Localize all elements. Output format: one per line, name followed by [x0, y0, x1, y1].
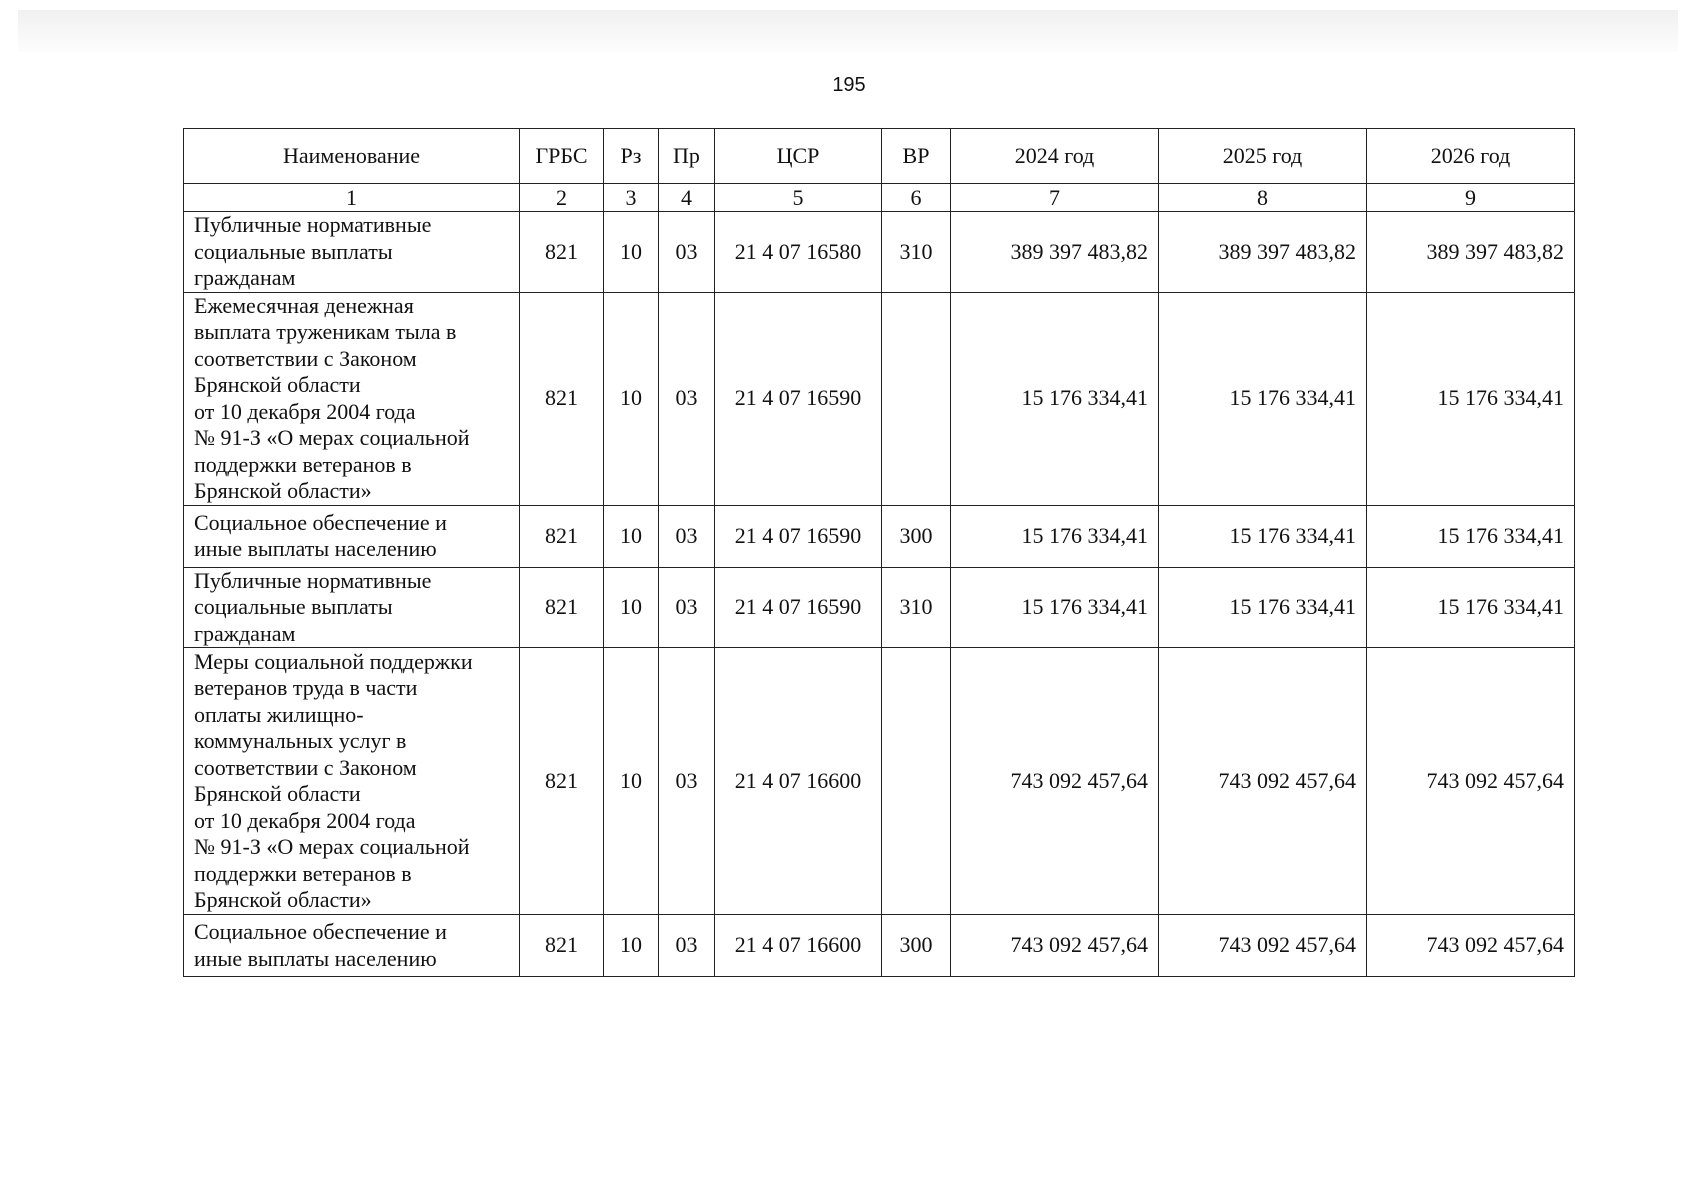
row-2025: 389 397 483,82	[1159, 212, 1367, 293]
row-grbs: 821	[520, 212, 604, 293]
row-name: Социальное обеспечение и иные выплаты населению	[184, 505, 520, 567]
header-name: Наименование	[184, 129, 520, 184]
row-grbs: 821	[520, 292, 604, 505]
column-number: 3	[604, 184, 659, 212]
row-rz: 10	[604, 292, 659, 505]
row-csr: 21 4 07 16590	[715, 567, 882, 648]
row-2025: 743 092 457,64	[1159, 648, 1367, 915]
column-number: 2	[520, 184, 604, 212]
scan-shadow	[18, 10, 1678, 52]
column-number: 1	[184, 184, 520, 212]
row-grbs: 821	[520, 567, 604, 648]
row-csr: 21 4 07 16590	[715, 292, 882, 505]
row-rz: 10	[604, 648, 659, 915]
row-vr: 310	[882, 212, 951, 293]
column-number: 6	[882, 184, 951, 212]
header-2025: 2025 год	[1159, 129, 1367, 184]
row-pr: 03	[659, 212, 715, 293]
row-pr: 03	[659, 567, 715, 648]
row-pr: 03	[659, 292, 715, 505]
table-row	[184, 567, 1575, 648]
row-vr: 300	[882, 505, 951, 567]
header-grbs: ГРБС	[520, 129, 604, 184]
row-2025: 15 176 334,41	[1159, 292, 1367, 505]
table-row	[184, 915, 1575, 977]
row-2024: 15 176 334,41	[951, 567, 1159, 648]
row-name: Публичные нормативные социальные выплаты гражданам	[184, 567, 520, 648]
row-vr: 300	[882, 915, 951, 977]
row-2025: 15 176 334,41	[1159, 567, 1367, 648]
row-2024: 389 397 483,82	[951, 212, 1159, 293]
row-2025: 15 176 334,41	[1159, 505, 1367, 567]
row-rz: 10	[604, 567, 659, 648]
row-2024: 743 092 457,64	[951, 648, 1159, 915]
header-2026: 2026 год	[1367, 129, 1575, 184]
table-row	[184, 505, 1575, 567]
row-2026: 15 176 334,41	[1367, 567, 1575, 648]
row-rz: 10	[604, 505, 659, 567]
row-2026: 389 397 483,82	[1367, 212, 1575, 293]
row-csr: 21 4 07 16600	[715, 648, 882, 915]
header-csr: ЦСР	[715, 129, 882, 184]
row-2026: 743 092 457,64	[1367, 648, 1575, 915]
row-2026: 15 176 334,41	[1367, 292, 1575, 505]
row-2025: 743 092 457,64	[1159, 915, 1367, 977]
row-pr: 03	[659, 915, 715, 977]
column-number-row	[184, 184, 1575, 212]
column-number: 4	[659, 184, 715, 212]
header-vr: ВР	[882, 129, 951, 184]
row-2024: 15 176 334,41	[951, 505, 1159, 567]
column-number: 8	[1159, 184, 1367, 212]
row-name: Публичные нормативные социальные выплаты гражданам	[184, 212, 520, 293]
row-csr: 21 4 07 16590	[715, 505, 882, 567]
row-grbs: 821	[520, 648, 604, 915]
page-number: 195	[832, 74, 866, 96]
row-pr: 03	[659, 648, 715, 915]
column-number: 5	[715, 184, 882, 212]
table-row	[184, 292, 1575, 505]
column-number: 7	[951, 184, 1159, 212]
row-2026: 743 092 457,64	[1367, 915, 1575, 977]
column-number: 9	[1367, 184, 1575, 212]
row-csr: 21 4 07 16600	[715, 915, 882, 977]
budget-table	[183, 128, 1575, 977]
table-row	[184, 212, 1575, 293]
header-pr: Пр	[659, 129, 715, 184]
row-vr: 310	[882, 567, 951, 648]
row-csr: 21 4 07 16580	[715, 212, 882, 293]
row-vr	[882, 292, 951, 505]
row-2026: 15 176 334,41	[1367, 505, 1575, 567]
row-grbs: 821	[520, 915, 604, 977]
header-row	[184, 129, 1575, 184]
row-vr	[882, 648, 951, 915]
table-row	[184, 648, 1575, 915]
header-2024: 2024 год	[951, 129, 1159, 184]
header-rz: Рз	[604, 129, 659, 184]
row-name: Социальное обеспечение и иные выплаты населению	[184, 915, 520, 977]
row-2024: 743 092 457,64	[951, 915, 1159, 977]
row-name: Ежемесячная денежная выплата труженикам тыла в соответствии с Законом Брянской области от 10 декабря 2004 года № 91-З «О мерах социальной поддержки ветеранов в Брянской области»	[184, 292, 520, 505]
row-rz: 10	[604, 212, 659, 293]
row-2024: 15 176 334,41	[951, 292, 1159, 505]
row-pr: 03	[659, 505, 715, 567]
row-name: Меры социальной поддержки ветеранов труда в части оплаты жилищно- коммунальных услуг в соответствии с Законом Брянской области от 10 декабря 2004 года № 91-З «О мерах социальной поддержки ветеранов в Брянской области»	[184, 648, 520, 915]
row-grbs: 821	[520, 505, 604, 567]
row-rz: 10	[604, 915, 659, 977]
